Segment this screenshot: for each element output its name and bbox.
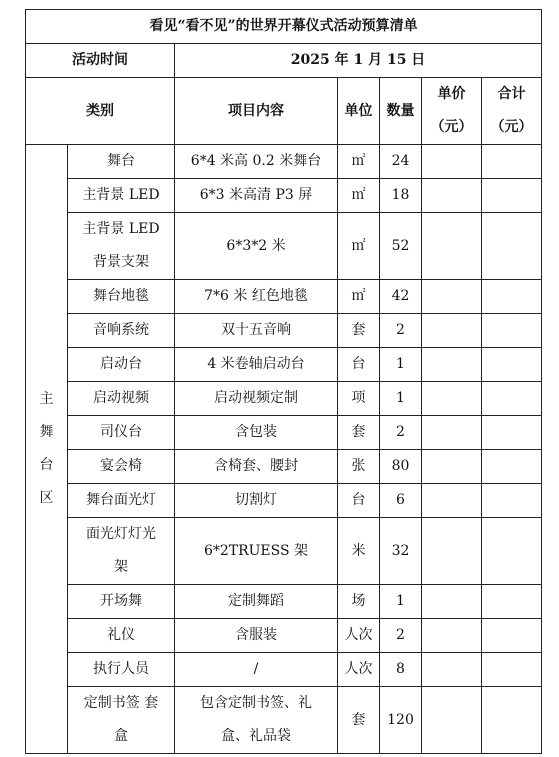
item-name: 执行人员 [68, 653, 175, 687]
item-quantity: 18 [380, 179, 422, 213]
item-name: 音响系统 [68, 314, 175, 348]
item-name-line: 主背景 LED [82, 221, 160, 237]
item-unit-price [422, 585, 482, 619]
item-quantity: 2 [380, 416, 422, 450]
item-unit-price [422, 484, 482, 518]
item-name: 舞台 [68, 145, 175, 179]
item-unit-price [422, 213, 482, 280]
item-content: 6*3*2 米 [175, 213, 338, 280]
item-quantity: 2 [380, 314, 422, 348]
item-content: 6*3 米高清 P3 屏 [175, 179, 338, 213]
item-content: 定制舞蹈 [175, 585, 338, 619]
item-unit: ㎡ [338, 179, 380, 213]
budget-table [25, 9, 542, 754]
item-quantity: 80 [380, 450, 422, 484]
item-name: 主背景 LED [68, 179, 175, 213]
table-row [26, 450, 542, 484]
item-content-line: 盒、礼品袋 [221, 728, 291, 744]
item-quantity: 6 [380, 484, 422, 518]
item-content: 切割灯 [175, 484, 338, 518]
table-row [26, 687, 542, 754]
items-body [26, 145, 542, 754]
item-quantity: 42 [380, 280, 422, 314]
table-row [26, 619, 542, 653]
item-unit: 台 [338, 348, 380, 382]
item-name: 开场舞 [68, 585, 175, 619]
item-unit-price [422, 687, 482, 754]
item-total [482, 179, 542, 213]
category-area-char: 主 [39, 391, 54, 407]
item-total [482, 653, 542, 687]
item-unit-price [422, 348, 482, 382]
header-unit-price-line2: （元） [430, 119, 473, 135]
table-row [26, 213, 542, 280]
item-total [482, 314, 542, 348]
item-total [482, 382, 542, 416]
item-content: 双十五音响 [175, 314, 338, 348]
category-area-cell [26, 145, 68, 754]
item-unit-price [422, 179, 482, 213]
header-category: 类别 [26, 78, 175, 145]
item-name: 舞台面光灯 [68, 484, 175, 518]
item-name [68, 213, 175, 280]
item-unit-price [422, 619, 482, 653]
table-row [26, 179, 542, 213]
item-content: / [175, 653, 338, 687]
item-unit-price [422, 518, 482, 585]
item-total [482, 687, 542, 754]
item-quantity: 1 [380, 348, 422, 382]
table-row [26, 314, 542, 348]
item-unit: 套 [338, 416, 380, 450]
item-total [482, 280, 542, 314]
item-quantity: 1 [380, 585, 422, 619]
table-row [26, 416, 542, 450]
item-unit-price [422, 653, 482, 687]
item-name: 舞台地毯 [68, 280, 175, 314]
item-content: 含椅套、腰封 [175, 450, 338, 484]
category-area-char: 台 [39, 457, 54, 473]
item-name [68, 687, 175, 754]
item-name: 宴会椅 [68, 450, 175, 484]
header-unit: 单位 [338, 78, 380, 145]
table-row [26, 280, 542, 314]
item-unit: 张 [338, 450, 380, 484]
document-title: 看见“看不见”的世界开幕仪式活动预算清单 [26, 10, 542, 44]
event-time-label: 活动时间 [26, 44, 175, 78]
item-content [175, 687, 338, 754]
event-time-value: 2025 年 1 月 15 日 [175, 44, 542, 78]
item-unit-price [422, 280, 482, 314]
item-content: 启动视频定制 [175, 382, 338, 416]
item-quantity: 1 [380, 382, 422, 416]
header-row [26, 78, 542, 145]
category-area-char: 舞 [39, 424, 54, 440]
header-item: 项目内容 [175, 78, 338, 145]
table-row [26, 382, 542, 416]
item-name-line: 定制书签 套 [83, 695, 159, 711]
item-total [482, 213, 542, 280]
header-total-line2: （元） [490, 119, 533, 135]
table-row [26, 653, 542, 687]
item-unit: 米 [338, 518, 380, 585]
item-unit-price [422, 145, 482, 179]
item-total [482, 585, 542, 619]
item-name-line: 面光灯灯光 [86, 526, 156, 542]
table-row [26, 484, 542, 518]
item-unit: 套 [338, 314, 380, 348]
item-unit-price [422, 382, 482, 416]
item-content: 含服装 [175, 619, 338, 653]
item-unit: ㎡ [338, 145, 380, 179]
header-quantity: 数量 [380, 78, 422, 145]
item-total [482, 416, 542, 450]
item-unit-price [422, 314, 482, 348]
item-name-line: 盒 [114, 728, 128, 744]
header-total-line1: 合计 [497, 86, 526, 102]
item-name: 启动视频 [68, 382, 175, 416]
category-area-char: 区 [39, 490, 54, 506]
item-quantity: 24 [380, 145, 422, 179]
item-unit: 人次 [338, 653, 380, 687]
item-quantity: 52 [380, 213, 422, 280]
item-unit-price [422, 416, 482, 450]
item-unit: 人次 [338, 619, 380, 653]
item-unit: ㎡ [338, 213, 380, 280]
item-quantity: 8 [380, 653, 422, 687]
item-name: 司仪台 [68, 416, 175, 450]
item-quantity: 2 [380, 619, 422, 653]
table-row [26, 585, 542, 619]
item-quantity: 32 [380, 518, 422, 585]
item-unit: ㎡ [338, 280, 380, 314]
item-quantity: 120 [380, 687, 422, 754]
header-total [482, 78, 542, 145]
item-name: 礼仪 [68, 619, 175, 653]
item-unit: 项 [338, 382, 380, 416]
item-content-line: 包含定制书签、礼 [200, 695, 312, 711]
item-name: 启动台 [68, 348, 175, 382]
header-unit-price [422, 78, 482, 145]
item-content: 4 米卷轴启动台 [175, 348, 338, 382]
item-unit-price [422, 450, 482, 484]
item-total [482, 145, 542, 179]
item-content: 含包装 [175, 416, 338, 450]
item-total [482, 450, 542, 484]
table-row [26, 348, 542, 382]
header-unit-price-line1: 单价 [437, 86, 466, 102]
item-unit: 套 [338, 687, 380, 754]
item-total [482, 348, 542, 382]
item-total [482, 518, 542, 585]
item-content: 7*6 米 红色地毯 [175, 280, 338, 314]
item-name-line: 背景支架 [93, 254, 149, 270]
item-unit: 场 [338, 585, 380, 619]
item-name-line: 架 [114, 559, 128, 575]
item-unit: 台 [338, 484, 380, 518]
table-row [26, 145, 542, 179]
item-content: 6*2TRUESS 架 [175, 518, 338, 585]
item-content: 6*4 米高 0.2 米舞台 [175, 145, 338, 179]
item-total [482, 484, 542, 518]
item-total [482, 619, 542, 653]
item-name [68, 518, 175, 585]
table-row [26, 518, 542, 585]
